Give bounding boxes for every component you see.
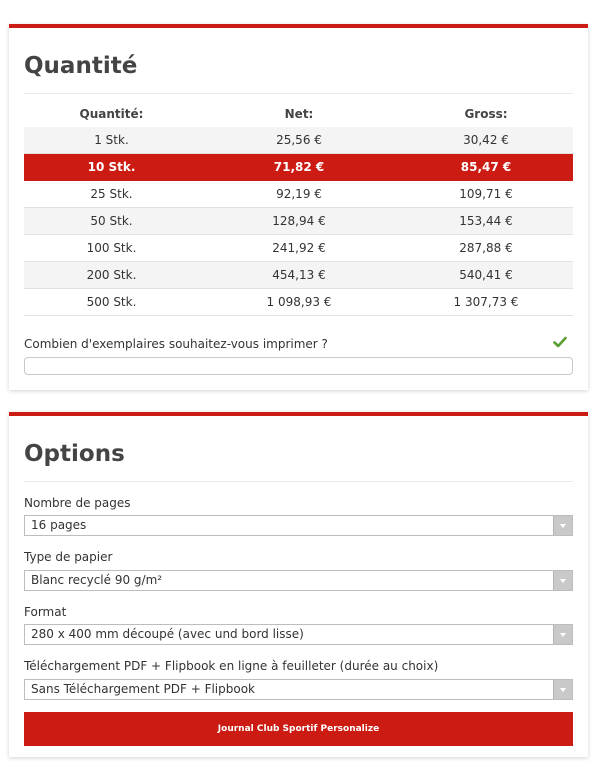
row-net: 241,92 € — [272, 241, 326, 255]
row-net: 71,82 € — [273, 160, 325, 174]
table-row-selected[interactable] — [24, 154, 573, 181]
row-gross: 153,44 € — [459, 214, 513, 228]
personalize-button[interactable]: Journal Club Sportif Personalize — [24, 712, 573, 746]
row-qty: 100 Stk. — [86, 241, 137, 255]
title-divider — [24, 93, 573, 94]
price-table-header — [24, 101, 573, 127]
row-gross: 540,41 € — [459, 268, 513, 282]
title-divider — [24, 481, 573, 482]
price-table — [24, 101, 573, 316]
pages-select[interactable] — [24, 515, 573, 536]
table-row[interactable] — [24, 235, 573, 262]
chevron-down-icon[interactable] — [553, 571, 572, 590]
quantity-question: Combien d'exemplaires souhaitez-vous imprimer ? — [24, 337, 328, 351]
paper-select-value: Blanc recyclé 90 g/m² — [31, 573, 163, 587]
options-card — [9, 412, 588, 757]
row-qty: 200 Stk. — [86, 268, 137, 282]
row-net: 25,56 € — [276, 133, 322, 147]
pages-label: Nombre de pages — [24, 496, 131, 510]
table-row[interactable] — [24, 208, 573, 235]
pdf-label: Téléchargement PDF + Flipbook en ligne à feuilleter (durée au choix) — [24, 659, 439, 673]
pdf-select[interactable] — [24, 679, 573, 700]
format-label: Format — [24, 605, 67, 619]
chevron-down-icon[interactable] — [553, 680, 572, 699]
row-qty: 10 Stk. — [87, 160, 136, 174]
row-qty: 1 Stk. — [94, 133, 129, 147]
row-gross: 1 307,73 € — [453, 295, 519, 309]
pages-select-value: 16 pages — [31, 518, 87, 532]
row-qty: 50 Stk. — [90, 214, 133, 228]
header-quantity: Quantité: — [79, 107, 144, 121]
row-gross: 287,88 € — [459, 241, 513, 255]
header-net: Net: — [284, 107, 314, 121]
row-net: 128,94 € — [272, 214, 326, 228]
chevron-down-icon[interactable] — [553, 625, 572, 644]
format-select-value: 280 x 400 mm découpé (avec und bord lisse) — [31, 627, 304, 641]
row-gross: 109,71 € — [459, 187, 513, 201]
paper-select[interactable] — [24, 570, 573, 591]
quantity-input[interactable] — [24, 357, 573, 375]
quantity-card — [9, 24, 588, 390]
table-row[interactable] — [24, 181, 573, 208]
row-gross: 85,47 € — [460, 160, 512, 174]
chevron-down-icon[interactable] — [553, 516, 572, 535]
pdf-select-value: Sans Téléchargement PDF + Flipbook — [31, 682, 256, 696]
row-qty: 25 Stk. — [90, 187, 133, 201]
header-gross: Gross: — [464, 107, 508, 121]
quantity-title: Quantité — [24, 53, 138, 79]
row-net: 454,13 € — [272, 268, 326, 282]
row-gross: 30,42 € — [463, 133, 509, 147]
table-row[interactable] — [24, 289, 573, 316]
table-row[interactable] — [24, 262, 573, 289]
row-net: 1 098,93 € — [266, 295, 332, 309]
table-row[interactable] — [24, 127, 573, 154]
row-qty: 500 Stk. — [86, 295, 137, 309]
check-icon — [553, 335, 567, 349]
options-title: Options — [24, 441, 125, 467]
format-select[interactable] — [24, 624, 573, 645]
row-net: 92,19 € — [276, 187, 322, 201]
paper-label: Type de papier — [24, 550, 113, 564]
